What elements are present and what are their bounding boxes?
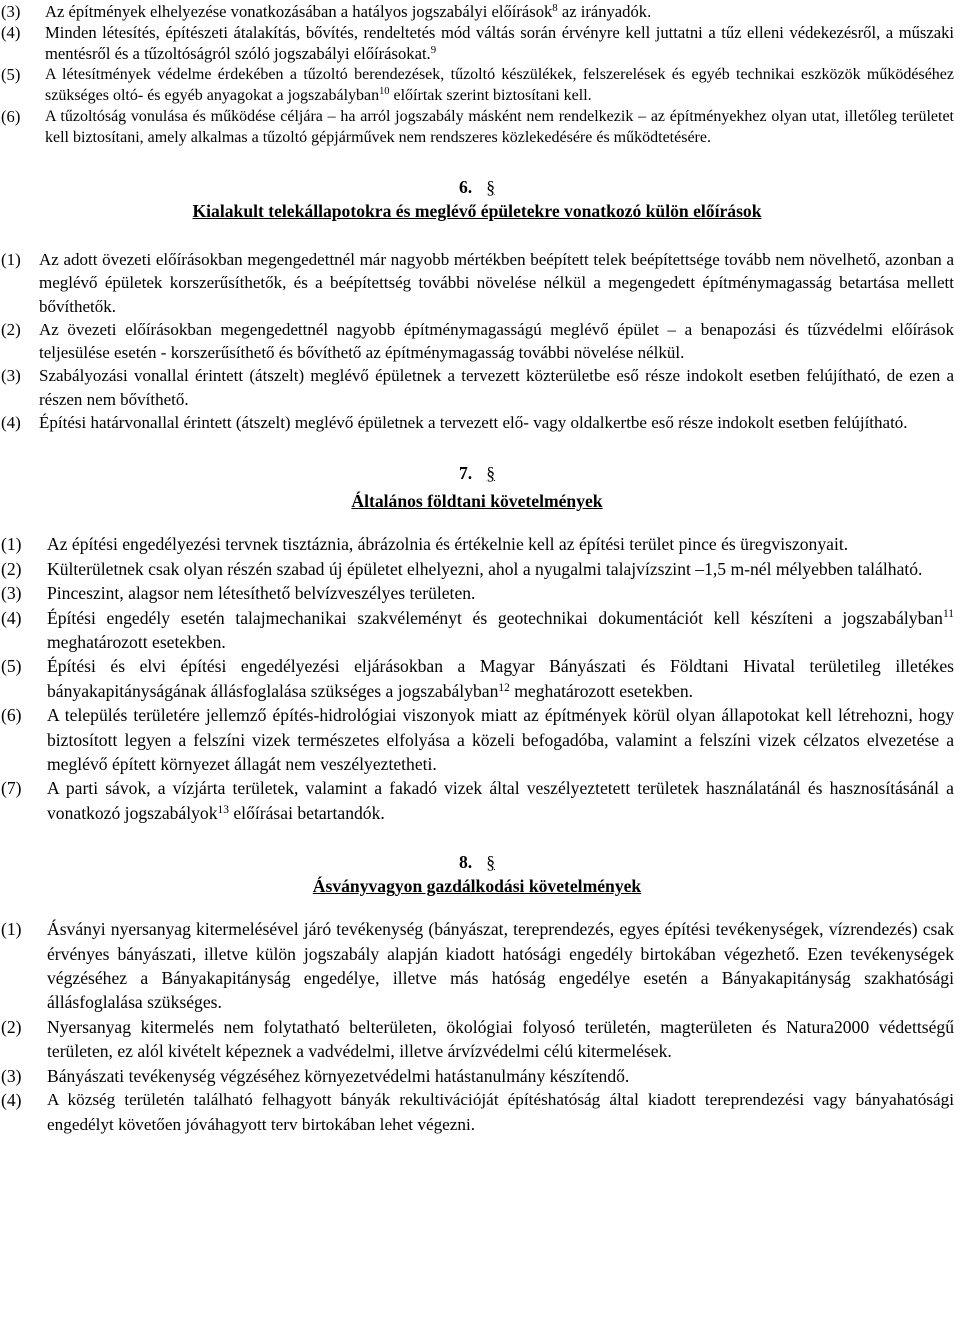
list-item: [0, 364, 954, 411]
list-item: [0, 1088, 954, 1137]
section-heading-7: [0, 462, 954, 512]
item-text: A tűzoltóság vonulása és működése céljára – ha arról jogszabály másként nem rendelkezik – az építményekhez olyan utat, illetőleg területet kell biztosítani, amely alkalmas a tűzoltó gépjárművek nem rendszeres közlekedésére és működtetésére.: [45, 108, 954, 146]
paragraph-block-geology: [0, 532, 954, 825]
item-number: (2): [1, 319, 21, 339]
footnote-ref: 12: [498, 681, 510, 694]
section-title: Kialakult telekállapotokra és meglévő épületekre vonatkozó külön előírások: [192, 201, 762, 221]
item-number: (1): [1, 250, 21, 269]
item-number: (2): [1, 1016, 22, 1037]
list-item: [0, 318, 954, 365]
section-symbol: §: [486, 463, 495, 484]
list-item: [0, 581, 954, 605]
section-number: 6.: [459, 177, 473, 197]
item-text: Ásványi nyersanyag kitermelésével járó tevékenység (bányászat, tereprendezés, egyes építési tevékenységek, vízrendezés) csak érvényes bányászati, illetve külön jogszabály alapján kiadott hatósági engedély birtokában végezhető. Ezen tevékenységek végzéséhez a Bányakapitányság engedélye, illetve más hatóság engedélye esetén a Bányakapitányság szakhatósági állásfoglalása szükséges.: [47, 919, 954, 1013]
paragraph-block-existing-buildings: [0, 248, 954, 434]
item-text: Bányászati tevékenység végzéséhez környezetvédelmi hatástanulmány készítendő.: [47, 1065, 630, 1086]
footnote-ref: 11: [942, 608, 954, 621]
item-text: Az övezeti előírásokban megengedettnél nagyobb építménymagasságú meglévő épület – a benapozási és tűzvédelmi előírások teljesülése esetén - korszerűsíthető és bővíthető az építménymagasság további növelése nélkül.: [39, 319, 954, 363]
item-text: Az adott övezeti előírásokban megengedettnél már nagyobb mértékben beépített telek beépítettsége tovább nem növelhető, azonban a meglévő épületek korszerűsíthetők, és a beépítettség további növelése nélkül a megengedett építménymagasság betartása mellett bővíthetők.: [39, 250, 954, 316]
item-text: Építési engedély esetén talajmechanikai szakvéleményt és geotechnikai dokumentációt kell készíteni a jogszabályban$^{11}$ meghatározott esetekben.: [47, 607, 954, 652]
item-number: (5): [1, 656, 22, 677]
list-item: [0, 1015, 954, 1064]
section-title: Ásványvagyon gazdálkodási követelmények: [312, 876, 642, 897]
item-text: A parti sávok, a vízjárta területek, valamint a fakadó vizek által veszélyeztetett területek használatánál és hasznosításánál a vonatkozó jogszabályok$^{13}$ előírásai betartandók.: [47, 778, 954, 823]
item-number: (4): [1, 413, 21, 433]
item-text: A község területén található felhagyott bányák rekultivációját építéshatóság által kiadott tereprendezési vagy bányahatósági engedélyt követően jóváhagyott terv birtokában lehet végezni.: [47, 1090, 954, 1134]
list-item: [0, 703, 954, 776]
footnote-ref: 10: [379, 86, 390, 98]
item-number: (6): [1, 705, 22, 726]
list-item: [0, 654, 954, 703]
item-number: (3): [1, 366, 21, 386]
item-number: (3): [1, 2, 21, 21]
section-symbol: §: [486, 852, 495, 873]
section-heading-6: [0, 176, 954, 222]
item-text: A létesítmények védelme érdekében a tűzoltó berendezések, tűzoltó készülékek, felszerelések és egyéb technikai eszközök működéséhez szükséges oltó- és egyéb anyagokat a jogszabályban$^{10}$ előírtak szerint biztosítani kell.: [45, 66, 954, 104]
list-item: [0, 1064, 954, 1088]
section-title: Általános földtani követelmények: [351, 491, 603, 512]
footnote-ref: 13: [217, 803, 229, 816]
list-item: [0, 557, 954, 581]
item-number: (2): [1, 558, 22, 579]
list-item: [0, 106, 954, 148]
section-symbol: §: [486, 177, 495, 197]
item-number: (4): [1, 1090, 22, 1111]
item-text: Építési és elvi építési engedélyezési eljárásokban a Magyar Bányászati és Földtani Hivatal területileg illetékes bányakapitányságának állásfoglalása szükséges a jogszabályban$^{12}$ meghatározott esetekben.: [47, 656, 954, 701]
section-number: 7.: [459, 463, 473, 484]
item-number: (3): [1, 583, 22, 604]
paragraph-block-minerals: [0, 917, 954, 1137]
list-item: [0, 22, 954, 64]
item-number: (1): [1, 534, 22, 555]
footnote-ref: 9: [430, 44, 437, 57]
item-text: Szabályozási vonallal érintett (átszelt) meglévő épületnek a tervezett közterületbe eső része indokolt esetben felújítható, de ezen a részen nem bővíthető.: [39, 366, 954, 409]
item-number: (6): [1, 107, 21, 126]
paragraph-block-fire-safety: [0, 0, 954, 148]
item-number: (4): [1, 23, 21, 42]
section-number: 8.: [459, 852, 473, 873]
list-item: [0, 532, 954, 556]
item-text: A település területére jellemző építés-hidrológiai viszonyok miatt az építmények körül olyan állapotokat kell létrehozni, hogy biztosított legyen a felszíni vizek természetes elfolyása a közeli befogadóba, valamint a felszíni vizek célzatos elvezetése a meglévő épített környezet állagát nem veszélyeztetheti.: [47, 705, 954, 775]
list-item: [0, 248, 954, 318]
item-text: Az építési engedélyezési tervnek tisztáznia, ábrázolnia és értékelnie kell az építési terület pince és üregviszonyait.: [47, 534, 849, 555]
item-text: Az építmények elhelyezése vonatkozásában a hatályos jogszabályi előírások$^8$ az irányadók.: [45, 2, 652, 21]
item-number: (1): [1, 919, 22, 940]
item-number: (5): [1, 65, 21, 84]
item-text: Külterületnek csak olyan részén szabad új épületet elhelyezni, ahol a nyugalmi talajvízszint –1,5 m-nél mélyebben található.: [47, 558, 923, 579]
item-text: Minden létesítés, építészeti átalakítás, bővítés, rendeltetés mód váltás során érvényre kell juttatni a tűz elleni védekezésről, a műszaki mentésről és a tűzoltóságról szóló jogszabályi előírásokat.$^9$: [45, 23, 954, 63]
item-number: (7): [1, 778, 22, 799]
footnote-ref: 8: [552, 2, 558, 15]
list-item: [0, 917, 954, 1015]
list-item: [0, 606, 954, 655]
section-heading-8: [0, 851, 954, 897]
item-text: Építési határvonallal érintett (átszelt) meglévő épületnek a tervezett elő- vagy oldalkertbe eső része indokolt esetben felújítható.: [39, 413, 908, 433]
item-text: Nyersanyag kitermelés nem folytatható belterületen, ökológiai folyosó területén, magterületen és Natura2000 védettségű területen, ez alól kivételt képeznek a vadvédelmi, illetve árvízvédelmi célú kitermelések.: [47, 1016, 954, 1062]
list-item: [0, 64, 954, 106]
item-number: (4): [1, 607, 22, 628]
list-item: [0, 1, 954, 22]
item-text: Pinceszint, alagsor nem létesíthető belvízveszélyes területen.: [47, 583, 476, 604]
list-item: [0, 411, 954, 434]
item-number: (3): [1, 1065, 22, 1086]
list-item: [0, 776, 954, 825]
